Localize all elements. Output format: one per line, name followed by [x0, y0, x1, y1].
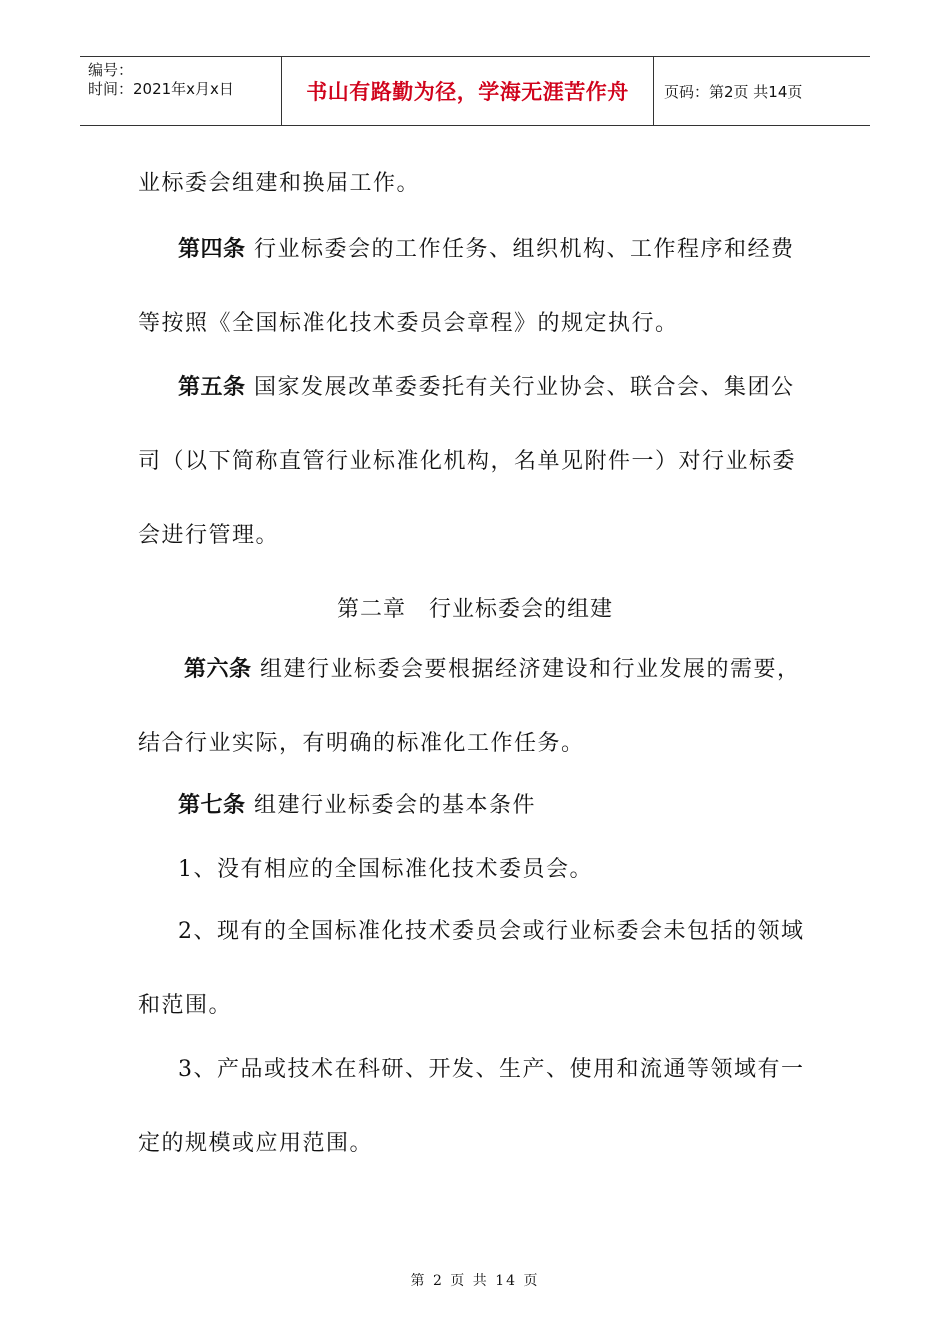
article-7-label: 第七条 — [178, 793, 246, 818]
header-page-info: 页码：第2页 共14页 — [664, 82, 803, 101]
article-5-line-2: 司（以下简称直管行业标准化机构，名单见附件一）对行业标委 — [138, 449, 797, 474]
list-item-3-line-2: 定的规模或应用范围。 — [138, 1131, 374, 1156]
page-header — [80, 56, 870, 126]
article-6-label: 第六条 — [184, 657, 252, 682]
article-6-text-1: 组建行业标委会要根据经济建设和行业发展的需要， — [260, 657, 801, 682]
list-item-2-line-2: 和范围。 — [138, 993, 233, 1018]
article-5-text-1: 国家发展改革委委托有关行业协会、联合会、集团公 — [254, 375, 795, 400]
chapter-title: 第二章 行业标委会的组建 — [336, 597, 613, 622]
article-5-line-1 — [178, 370, 795, 401]
paragraph-continuation: 业标委会组建和换届工作。 — [138, 171, 421, 196]
list-item-3-line-1: 3、产品或技术在科研、开发、生产、使用和流通等领域有一 — [178, 1057, 805, 1082]
article-4-label: 第四条 — [178, 237, 246, 262]
header-date: 时间：2021年x月x日 — [88, 80, 234, 98]
article-4-text-1: 行业标委会的工作任务、组织机构、工作程序和经费 — [254, 237, 795, 262]
header-meta — [80, 57, 282, 125]
page-footer: 第 2 页 共 14 页 — [410, 1273, 540, 1289]
header-motto: 书山有路勤为径，学海无涯苦作舟 — [282, 57, 654, 125]
article-5-line-3: 会进行管理。 — [138, 523, 280, 548]
header-number-label: 编号： — [88, 61, 134, 79]
article-4-line-1 — [178, 232, 795, 263]
list-item-1: 1、没有相应的全国标准化技术委员会。 — [178, 857, 593, 882]
article-7-line-1 — [178, 788, 536, 819]
article-6-line-1 — [184, 652, 801, 683]
article-6-line-2: 结合行业实际，有明确的标准化工作任务。 — [138, 731, 585, 756]
article-5-label: 第五条 — [178, 375, 246, 400]
list-item-2-line-1: 2、现有的全国标准化技术委员会或行业标委会未包括的领域 — [178, 919, 805, 944]
article-7-text-1: 组建行业标委会的基本条件 — [254, 793, 537, 818]
article-4-line-2: 等按照《全国标准化技术委员会章程》的规定执行。 — [138, 311, 679, 336]
